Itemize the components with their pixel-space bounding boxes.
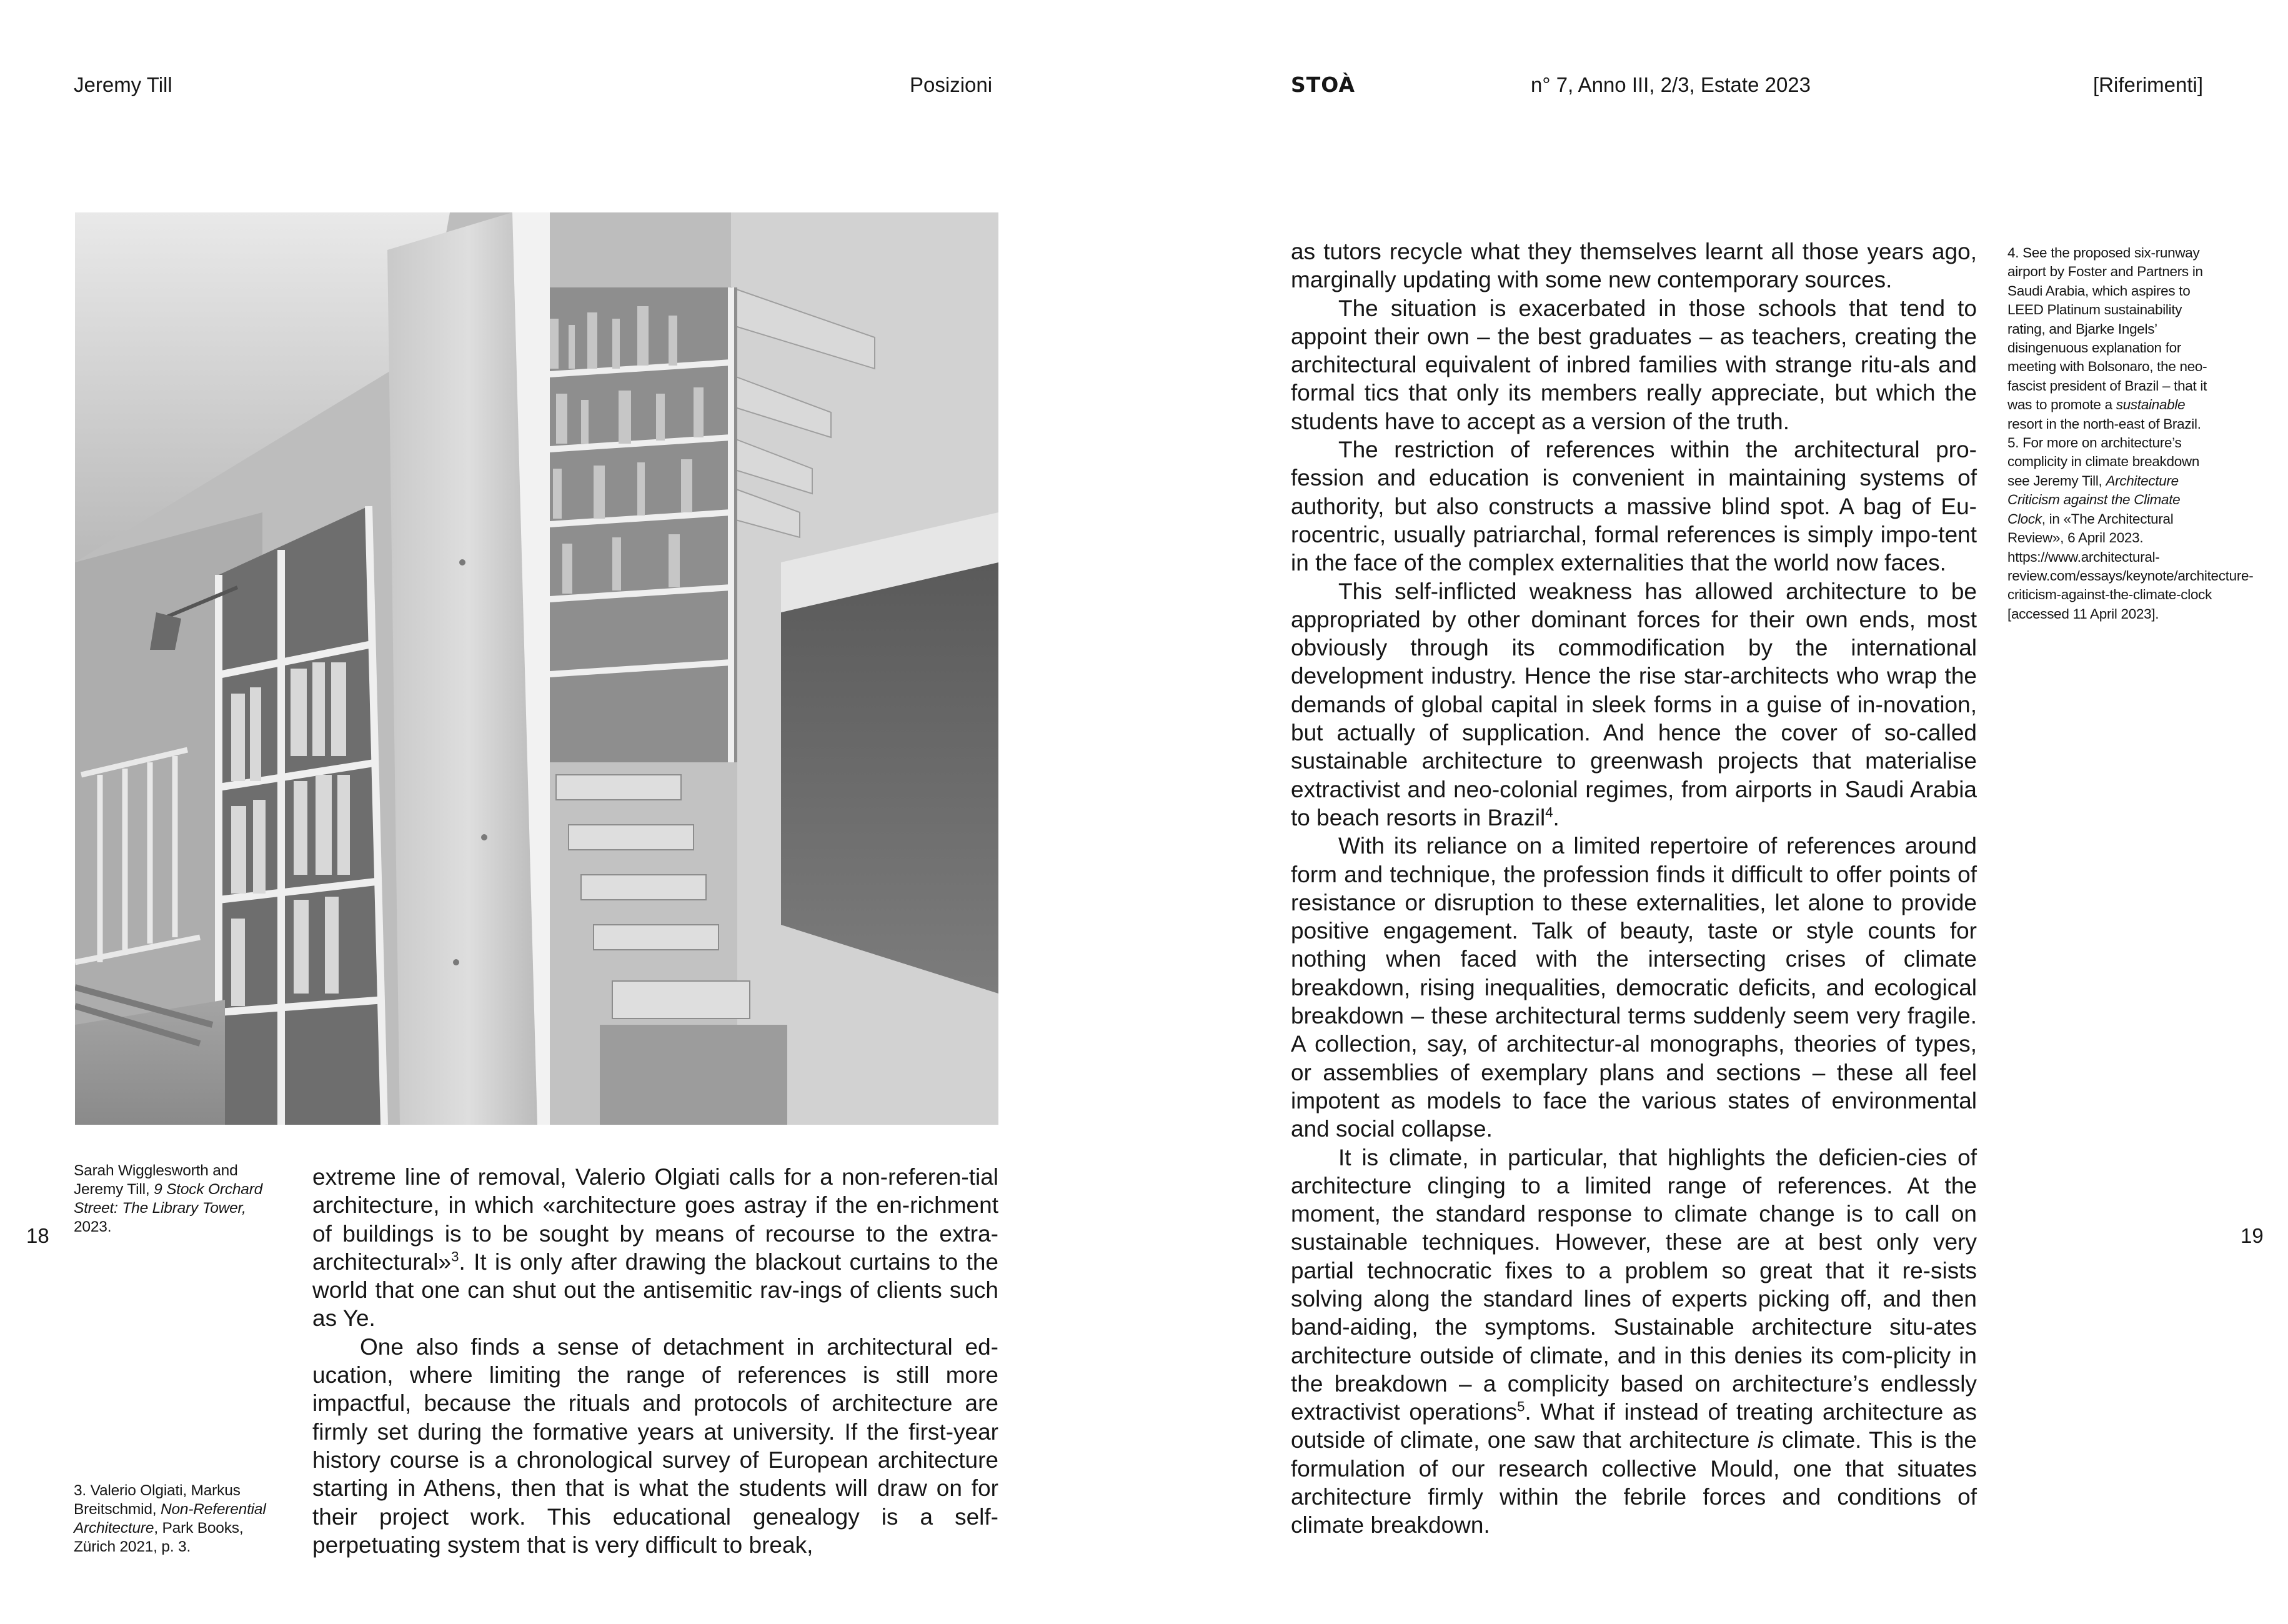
issue-info: n° 7, Anno III, 2/3, Estate 2023 [1531,73,1811,96]
running-header-author: Jeremy Till [74,73,172,96]
paragraph [1291,1143,1977,1540]
paragraph: With its reliance on a limited repertoire of references around form and technique, the profession finds it difficult to offer points of resistance or disruption to these externalities, let alone to provide positive engagement. Talk of beauty, taste or style counts for nothing when faced with the intersecting crises of climate breakdown, rising inequalities, democratic deficits, and ecological breakdown – these architectural terms suddenly seem very fragile. A collection, say, of architectur-al monographs, theories of types, or assemblies of exemplary plans and sections – these all feel impotent as models to face the various states of environmental and social collapse. [1291,833,1977,1142]
footnote-text: Breitschmid, [74,1501,161,1518]
caption-title: Street: The Library Tower, [74,1200,246,1217]
journal-brand: STOÀ [1291,72,1355,97]
paragraph-text: It is climate, in particular, that highlights the deficien-cies of architecture clinging to a limited range of references. At the moment, the standard response to climate change is to call on sustainable techniques. However, these are at best only very partial technocratic fixes to a problem so great that it re-sists solving along the standard lines of experts picking off, and then band-aiding, the symptoms. Sustainable architecture situ-ates architecture outside of climate, and in this denies its com-plicity in the breakdown – a complicity based on architecture’s endlessly extractivist operations [1291,1144,1977,1425]
left-body-text [312,1163,998,1559]
footnote-5 [2007,434,2254,624]
paragraph [1291,577,1977,832]
paragraph [312,1163,998,1333]
paragraph: The situation is exacerbated in those schools that tend to appoint their own – the best graduates – as teachers, creating the architectural equivalent of inbred families with strange ritu-als and formal tics that only its members really appreciate, but which the students have to accept as a version of the truth. [1291,295,1977,434]
footnote-text: , Park Books, [154,1520,244,1537]
note-text: , in «The Architectural Review», 6 April 2023. https://www.architectural-review.com/essays/keynote/architecture-criticism-against-the-climate-clock [accessed 11 April 2023]. [2007,511,2254,622]
footnote-title: Architecture [74,1520,154,1537]
footnote-3 [74,1482,286,1557]
footnote-text: 3. Valerio Olgiati, Markus [74,1482,241,1499]
page-number-left: 18 [26,1224,49,1247]
footnote-marker[interactable]: 5 [1517,1398,1525,1415]
footnote-text: Zürich 2021, p. 3. [74,1538,191,1555]
note-text: resort in the north-east of Brazil. [2007,416,2201,432]
caption-text: Sarah Wigglesworth and [74,1162,238,1179]
paragraph-text: . What if instead of treating architecture as outside of climate, one saw that architecture [1291,1399,1977,1453]
paragraph-text: . [1553,804,1559,830]
caption-text: Jeremy Till, [74,1181,154,1198]
paragraph-text: extreme line of removal, Valerio Olgiati calls for a non-referen-tial architecture, in which «architecture goes astray if the en-richment of buildings is to be sought by means of recourse to the extra-architectural» [312,1164,998,1275]
paragraph-text: This self-inflicted weakness has allowed architecture to be appropriated by other dominant forces for their own ends, most obviously through its commodification by the international development industry. Hence the rise star-architects who wrap the demands of global capital in sleek forms in a guise of in-novation, but actually of supplication. And hence the cover of so-called sustainable architecture to greenwash projects that materialise extractivist and neo-colonial regimes, from airports in Saudi Arabia to beach resorts in Brazil [1291,578,1977,830]
footnote-marker[interactable]: 4 [1545,804,1553,820]
paragraph: The restriction of references within the architectural pro-fession and education is convenient in maintaining systems of authority, but also constructs a massive blind spot. A bag of Eu-rocentric, usually patriarchal, formal references is simply impo-tent in the face of the complex externalities that the world now faces. [1291,437,1977,576]
paragraph-text: climate. This is the formulation of our research collective Mould, one that situates architecture firmly within the febrile forces and conditions of climate breakdown. [1291,1427,1977,1538]
running-header-section: Posizioni [910,73,993,96]
side-notes [2007,244,2254,624]
caption-year: 2023. [74,1218,112,1235]
paragraph: One also finds a sense of detachment in architectural ed-ucation, where limiting the range of references is still more impactful, because the rituals and protocols of architecture are firmly set during the formative years at university. If the first-year history course is a chronological survey of European architecture starting in Athens, then that is what the students will draw on for their project work. This educational genealogy is a self-perpetuating system that is very difficult to break, [312,1333,998,1558]
library-tower-photo [75,212,998,1125]
paragraph-text: . It is only after drawing the blackout curtains to the world that one can shut out the antisemitic rav-ings of clients such as Ye. [312,1248,998,1332]
page-number-right: 19 [2241,1224,2264,1247]
note-text: 4. See the proposed six-runway airport by Foster and Partners in Saudi Arabia, which aspires to LEED Platinum sustainability rating, and Bjarke Ingels’ disingenuous explanation for meeting with Bolsonaro, the neo-fascist president of Brazil – that it was to promote a [2007,245,2207,413]
footnote-4 [2007,244,2217,434]
caption-title: 9 Stock Orchard [154,1181,263,1198]
paragraph: as tutors recycle what they themselves learnt all those years ago, marginally updating with some new contemporary sources. [1291,239,1977,293]
note-text: 5. For more on architecture’s complicity in climate breakdown see Jeremy Till, [2007,435,2200,489]
emphasis: is [1757,1427,1774,1453]
note-title: Architecture Criticism against the Climate Clock [2007,472,2181,527]
figure-caption [74,1162,280,1237]
footnote-marker[interactable]: 3 [451,1248,459,1265]
running-header-category: [Riferimenti] [2093,73,2204,96]
note-emphasis: sustainable [2116,397,2186,413]
right-body-text [1291,237,1977,1540]
footnote-title: Non-Referential [161,1501,266,1518]
